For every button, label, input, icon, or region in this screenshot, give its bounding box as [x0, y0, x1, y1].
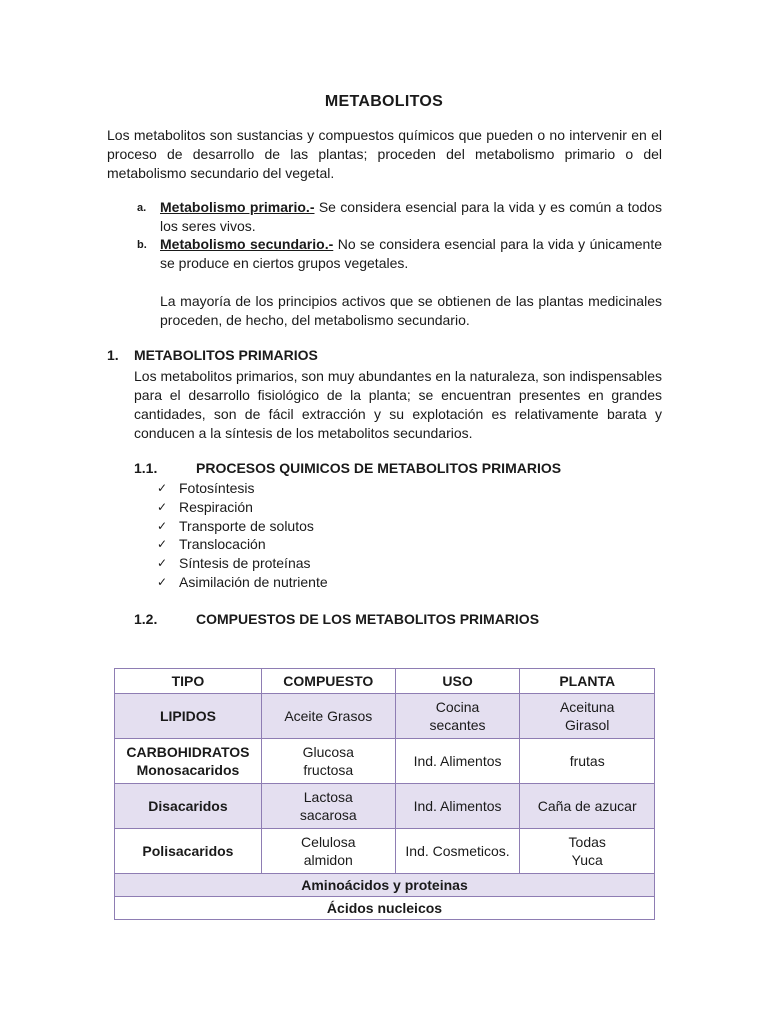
- section-title: METABOLITOS PRIMARIOS: [134, 347, 318, 363]
- cell-planta: Caña de azucar: [520, 784, 655, 829]
- check-icon: ✓: [157, 518, 168, 533]
- table-row-full-width: [115, 874, 655, 897]
- section-heading-1: [107, 347, 318, 363]
- list-marker: a.: [137, 202, 147, 214]
- column-header-uso: USO: [395, 669, 520, 694]
- cell-uso: Cocina secantes: [395, 694, 520, 739]
- column-header-tipo: TIPO: [115, 669, 262, 694]
- term-description: Se considera esencial para la vida y es común a todos los seres vivos.: [160, 199, 662, 234]
- table-row-full-width: [115, 897, 655, 920]
- table-row: [115, 829, 655, 874]
- check-icon: ✓: [157, 481, 168, 495]
- term-metabolismo-primario: Metabolismo primario.-: [160, 199, 315, 215]
- cell-compuesto: Lactosa sacarosa: [261, 784, 395, 829]
- cell-planta: Aceituna Girasol: [520, 694, 655, 739]
- check-icon: ✓: [157, 499, 168, 514]
- section-number: 1.1.: [134, 460, 158, 476]
- column-header-compuesto: COMPUESTO: [261, 669, 395, 694]
- term-description: No se considera esencial para la vida y únicamente se produce en ciertos grupos vegetales.: [160, 236, 662, 271]
- cell-aminoacidos: Aminoácidos y proteinas: [115, 874, 655, 897]
- cell-uso: Ind. Cosmeticos.: [395, 829, 520, 874]
- list-item: ✓ Asimilación de nutriente: [157, 573, 328, 590]
- column-header-planta: PLANTA: [520, 669, 655, 694]
- check-icon: ✓: [157, 537, 168, 552]
- cell-compuesto: Glucosa fructosa: [261, 739, 395, 784]
- cell-planta: frutas: [520, 739, 655, 784]
- document-title: METABOLITOS: [324, 93, 444, 110]
- cell-acidos-nucleicos: Ácidos nucleicos: [115, 897, 655, 920]
- process-checklist: [157, 479, 328, 592]
- cell-tipo: Polisacaridos: [115, 829, 262, 874]
- compounds-table: [114, 668, 655, 920]
- section-number: 1.: [107, 347, 119, 363]
- section-1-paragraph: Los metabolitos primarios, son muy abundantes en la naturaleza, son indispensables para el desarrollo fisiológico de la planta; se encuentran presentes en grandes cantidades, son de fácil extracción y su explotación es relativamente barata y conducen a la síntesis de los metabolitos secundarios.: [134, 368, 662, 441]
- table-header-row: [115, 669, 655, 694]
- section-heading-1-1: [134, 460, 561, 476]
- table-row: [115, 694, 655, 739]
- check-icon: ✓: [157, 556, 168, 571]
- intro-paragraph: Los metabolitos son sustancias y compuestos químicos que pueden o no intervenir en el proceso de desarrollo de las plantas; proceden del metabolismo primario o del metabolismo secundario del vegetal.: [107, 127, 662, 181]
- section-number: 1.2.: [134, 611, 158, 627]
- type-item-primary: [137, 198, 662, 236]
- term-metabolismo-secundario: Metabolismo secundario.-: [160, 236, 334, 252]
- cell-tipo: CARBOHIDRATOS Monosacaridos: [115, 739, 262, 784]
- cell-compuesto: Celulosa almidon: [261, 829, 395, 874]
- list-marker: b.: [137, 239, 147, 251]
- table-row: [115, 784, 655, 829]
- cell-uso: Ind. Alimentos: [395, 784, 520, 829]
- table-row: [115, 739, 655, 784]
- list-item: ✓ Fotosíntesis: [157, 480, 255, 496]
- cell-planta: Todas Yuca: [520, 829, 655, 874]
- cell-tipo: LIPIDOS: [115, 694, 262, 739]
- note-paragraph: La mayoría de los principios activos que se obtienen de las plantas medicinales proceden, de hecho, del metabolismo secundario.: [160, 293, 662, 328]
- cell-tipo: Disacaridos: [115, 784, 262, 829]
- section-heading-1-2: [134, 611, 539, 627]
- list-item: ✓ Translocación: [157, 536, 266, 553]
- type-item-secondary: [137, 235, 662, 273]
- section-title: COMPUESTOS DE LOS METABOLITOS PRIMARIOS: [196, 611, 540, 627]
- section-title: PROCESOS QUIMICOS DE METABOLITOS PRIMARIOS: [196, 460, 562, 476]
- list-item: ✓ Síntesis de proteínas: [157, 555, 311, 572]
- cell-uso: Ind. Alimentos: [395, 739, 520, 784]
- check-icon: ✓: [157, 574, 168, 589]
- list-item: ✓ Transporte de solutos: [157, 517, 314, 534]
- list-item: ✓ Respiración: [157, 498, 253, 515]
- cell-compuesto: Aceite Grasos: [261, 694, 395, 739]
